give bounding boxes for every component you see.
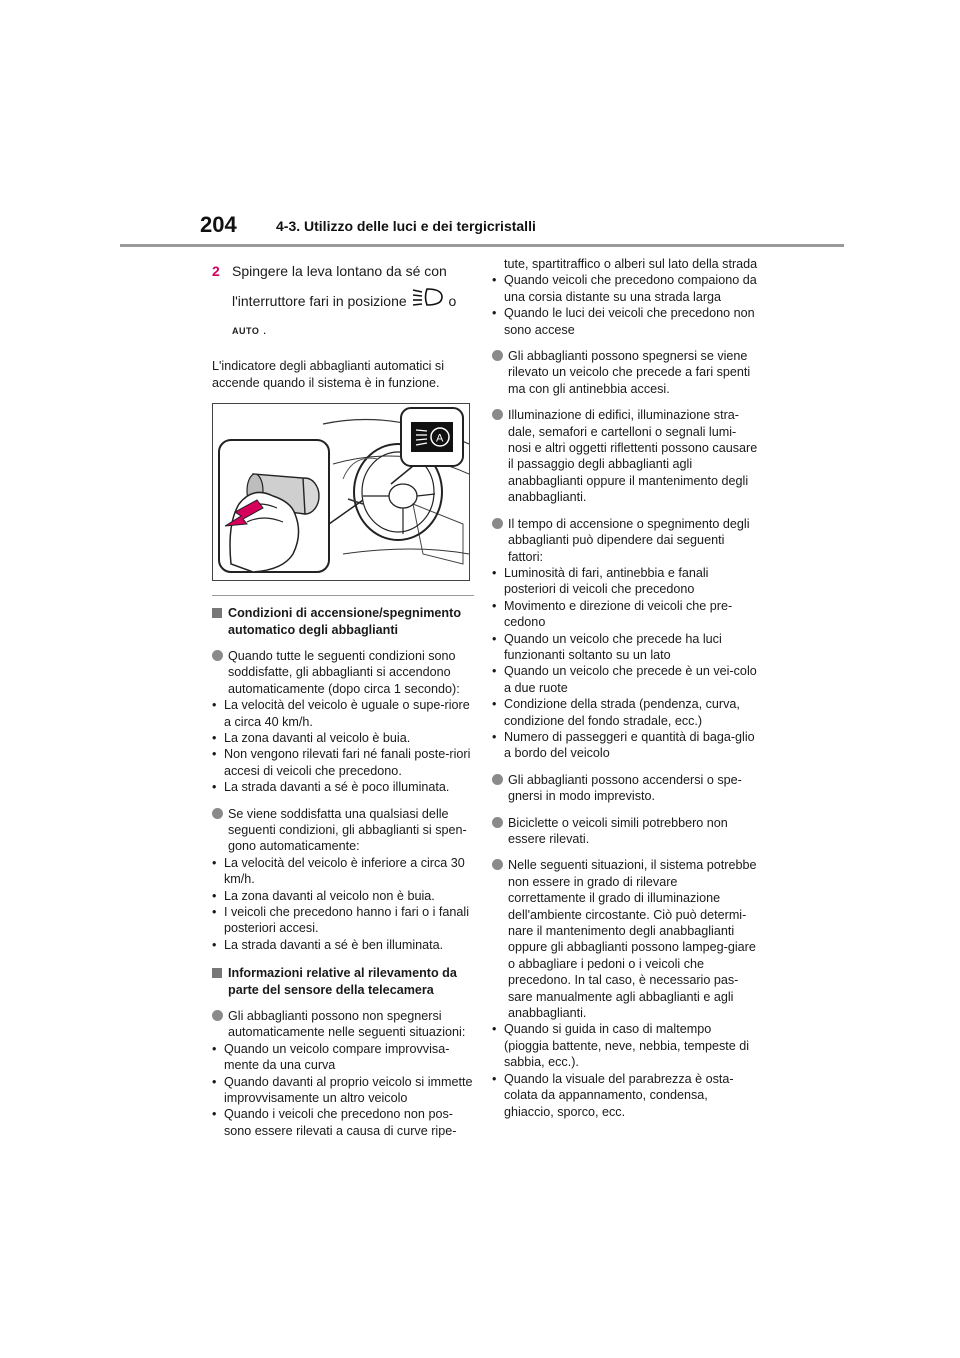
bullet-illumination-detection [492, 857, 758, 1021]
header-divider [120, 244, 844, 247]
list-item: • I veicoli che precedono hanno i fari o i fanali posteriori accesi. [212, 904, 474, 937]
bullet-text: Se viene soddisfatta una qualsiasi delle seguenti condizioni, gli abbaglianti si spen-gono automaticamente: [228, 806, 467, 854]
list-item: • La velocità del veicolo è uguale o supe-riore a circa 40 km/h. [212, 697, 474, 730]
lever-illustration [212, 403, 470, 581]
bullet-off-conditions [212, 806, 474, 855]
heading-square-icon [212, 968, 222, 978]
bullet-text: Quando tutte le seguenti condizioni sono soddisfatte, gli abbaglianti si accendono automaticamente (dopo circa 1 secondo): [228, 648, 460, 696]
bullet-dot-icon [492, 774, 503, 785]
bullet-text: Gli abbaglianti possono spegnersi se viene rilevato un veicolo che precede a fari spenti ma con gli antinebbia accesi. [508, 349, 751, 396]
list-item: • Quando le luci dei veicoli che precedono non sono accese [492, 305, 758, 338]
page-header [0, 0, 960, 250]
list-item: • Quando i veicoli che precedono non pos-sono essere rilevati a causa di curve ripe- [212, 1106, 474, 1139]
list-item: • Quando un veicolo che precede è un vei-colo a due ruote [492, 663, 758, 696]
bullet-on-conditions [212, 648, 474, 697]
heading-camera-sensor [212, 965, 474, 998]
bullet-fog-lights [492, 348, 758, 397]
list-item: • Quando si guida in caso di maltempo (pioggia battente, neve, nebbia, tempeste di sabbia, ecc.). [492, 1021, 758, 1070]
bullet-text: Gli abbaglianti possono non spegnersi automaticamente nelle seguenti situazioni: [228, 1009, 466, 1040]
left-column [212, 256, 474, 1139]
svg-text:A: A [436, 432, 444, 445]
list-item: • Condizione della strada (pendenza, curva, condizione del fondo stradale, ecc.) [492, 696, 758, 729]
bullet-timing-factors [492, 516, 758, 565]
step-number: 2 [212, 263, 220, 279]
step-2 [212, 256, 474, 318]
bullet-dot-icon [212, 650, 223, 661]
heading-square-icon [212, 608, 222, 618]
continued-text: tute, spartitraffico o alberi sul lato della strada [504, 257, 758, 271]
list-item: • Numero di passeggeri e quantità di baga-glio a bordo del veicolo [492, 729, 758, 762]
heading-text: Informazioni relative al rilevamento da parte del sensore della telecamera [228, 966, 457, 997]
bullet-text: Il tempo di accensione o spegnimento degli abbaglianti può dipendere dai seguenti fattori: [508, 516, 750, 564]
bullet-dot-icon [212, 808, 223, 819]
list-item: • Quando un veicolo che precede ha luci funzionanti soltanto su un lato [492, 631, 758, 664]
illumination-detection-list [492, 1021, 758, 1119]
list-item: • Non vengono rilevati fari né fanali poste-riori accesi di veicoli che precedono. [212, 746, 474, 779]
list-item: • Quando davanti al proprio veicolo si immette improvvisamente un altro veicolo [212, 1074, 474, 1107]
bullet-dot-icon [492, 409, 503, 420]
not-off-situations-list [212, 1041, 474, 1139]
bullet-text: Illuminazione di edifici, illuminazione stra-dale, semafori e cartelloni o segnali lumi-nosi e altri oggetti riflettenti possono causare il passaggio degli abbaglianti agli anabbaglianti oppure il mantenimento degli anabbaglianti. [508, 408, 758, 505]
bullet-not-off-situations [212, 1008, 474, 1041]
step-text: Spingere la leva lontano da sé con l'interruttore fari in posizione [232, 263, 447, 309]
list-item: • La velocità del veicolo è inferiore a circa 30 km/h. [212, 855, 474, 888]
bullet-dot-icon [492, 859, 503, 870]
bullet-dot-icon [492, 350, 503, 361]
list-item: • Movimento e direzione di veicoli che pre-cedono [492, 598, 758, 631]
bullet-unexpected [492, 772, 758, 805]
list-item: • La strada davanti a sé è poco illuminata. [212, 779, 474, 795]
headlight-icon [411, 286, 445, 318]
not-off-situations-list-cont [492, 272, 758, 338]
auto-icon: AUTO [232, 326, 260, 337]
bullet-reflective-objects [492, 407, 758, 505]
heading-on-off-conditions [212, 605, 474, 638]
bullet-text: Gli abbaglianti possono accendersi o spe-gnersi in modo imprevisto. [508, 772, 742, 804]
page-number: 204 [200, 212, 237, 237]
bullet-bicycles [492, 815, 758, 848]
list-item: • La strada davanti a sé è ben illuminata. [212, 937, 474, 953]
bullet-text: Nelle seguenti situazioni, il sistema potrebbe non essere in grado di rilevare correttamente il grado di illuminazione dell'ambiente circostante. Ciò può determi-nare il mantenimento degli anabbaglianti oppure gli abbaglianti possono lampeg-giare o abbagliare i pedoni o i veicoli che precedono. In tal caso, è necessario pas-sare manualmente agli abbaglianti e agli anabbaglianti. [508, 858, 757, 1021]
list-item: • Quando veicoli che precedono compaiono da una corsia distante su una strada larga [492, 272, 758, 305]
list-item: • La zona davanti al veicolo è buia. [212, 730, 474, 746]
auto-suffix: . [262, 323, 267, 338]
section-title: 4-3. Utilizzo delle luci e dei tergicristalli [276, 218, 536, 234]
bullet-text: Biciclette o veicoli simili potrebbero non essere rilevati. [508, 815, 728, 846]
list-item: • Quando la visuale del parabrezza è osta-colata da appannamento, condensa, ghiaccio, sporco, ecc. [492, 1071, 758, 1120]
auto-position [212, 322, 474, 346]
list-item: • La zona davanti al veicolo non è buia. [212, 888, 474, 904]
bullet-dot-icon [492, 518, 503, 529]
timing-factors-list [492, 565, 758, 762]
bullet-dot-icon [492, 817, 503, 828]
heading-text: Condizioni di accensione/spegnimento automatico degli abbaglianti [228, 606, 462, 637]
bullet-dot-icon [212, 1010, 223, 1021]
list-item: • Quando un veicolo compare improvvisa-mente da una curva [212, 1041, 474, 1074]
list-item: • Luminosità di fari, antinebbia e fanali posteriori di veicoli che precedono [492, 565, 758, 598]
on-conditions-list [212, 697, 474, 795]
right-column [492, 256, 758, 1120]
figure-divider [212, 595, 474, 596]
step-or: o [448, 293, 457, 309]
intro-text: L'indicatore degli abbaglianti automatici si accende quando il sistema è in funzione. [212, 359, 445, 390]
off-conditions-list [212, 855, 474, 953]
